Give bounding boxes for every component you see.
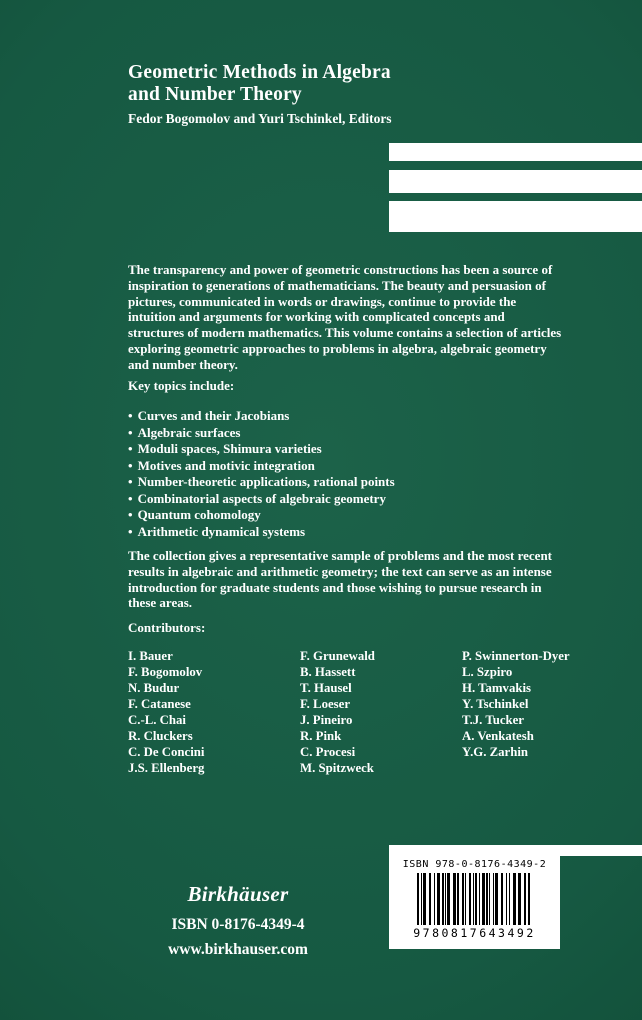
contributor-name: C. Procesi bbox=[300, 745, 356, 759]
contributor-name: Y. Tschinkel bbox=[462, 697, 529, 711]
key-topics-heading: Key topics include: bbox=[128, 378, 235, 393]
topic-item bbox=[128, 524, 564, 541]
topic-item bbox=[128, 491, 564, 508]
contributor-name: M. Spitzweck bbox=[300, 761, 374, 775]
barcode-digits: 9780817643492 bbox=[413, 926, 536, 940]
contributor-name: F. Grunewald bbox=[300, 649, 375, 663]
contributor-name: T. Hausel bbox=[300, 681, 352, 695]
contributor-name: N. Budur bbox=[128, 681, 180, 695]
bullet-glyph: • bbox=[128, 523, 133, 539]
contributor-name: I. Bauer bbox=[128, 649, 173, 663]
topic-item bbox=[128, 507, 564, 524]
bullet-glyph: • bbox=[128, 507, 133, 522]
title-block bbox=[128, 62, 558, 127]
topic-item bbox=[128, 425, 564, 442]
topic-item bbox=[128, 474, 564, 491]
contributors-column-2 bbox=[300, 648, 462, 776]
decorative-stripe-2 bbox=[389, 170, 642, 193]
contributor-name: J. Pineiro bbox=[300, 713, 353, 727]
topic-label: Curves and their Jacobians bbox=[137, 408, 290, 423]
bullet-glyph: • bbox=[128, 490, 133, 506]
barcode-box bbox=[389, 856, 560, 949]
topic-label: Quantum cohomology bbox=[137, 507, 261, 522]
bullet-glyph: • bbox=[128, 424, 133, 440]
decorative-stripe-1 bbox=[389, 143, 642, 161]
contributors-column-3 bbox=[462, 648, 598, 776]
barcode-top-strip bbox=[389, 845, 642, 856]
collection-paragraph: The collection gives a representative sample of problems and the most recent results in algebraic and arithmetic geometry; the text can serve as an intense introduction for graduate students and those wishing to pursue research in these areas. bbox=[128, 548, 553, 611]
contributors-columns bbox=[128, 648, 598, 776]
barcode-isbn-text: ISBN 978-0-8176-4349-2 bbox=[402, 859, 547, 870]
topic-item bbox=[128, 458, 564, 475]
contributor-name: T.J. Tucker bbox=[462, 713, 524, 727]
description-paragraph: The transparency and power of geometric constructions has been a source of inspiration to generations of mathematicians. The beauty and persuasion of pictures, communicated in words or drawings, continue to provide the intuition and arguments for working with complicated concepts and structures of modern mathematics. This volume contains a selection of articles exploring geometric approaches to problems in algebra, algebraic geometry and number theory. bbox=[128, 262, 562, 372]
contributor-name: F. Bogomolov bbox=[128, 665, 203, 679]
publisher-website: www.birkhauser.com bbox=[168, 941, 308, 958]
topic-label: Combinatorial aspects of algebraic geometry bbox=[137, 490, 386, 506]
contributors-column-1 bbox=[128, 648, 300, 776]
contributor-name: J.S. Ellenberg bbox=[128, 761, 205, 775]
isbn-text: ISBN 0-8176-4349-4 bbox=[171, 916, 305, 933]
book-title-line2: and Number Theory bbox=[128, 84, 302, 105]
contributor-name: C. De Concini bbox=[128, 745, 205, 759]
contributor-name: F. Catanese bbox=[128, 697, 191, 711]
contributor-name: C.-L. Chai bbox=[128, 713, 186, 727]
contributor-name: B. Hassett bbox=[300, 665, 356, 679]
contributor-name: R. Pink bbox=[300, 729, 342, 743]
publisher-logo-text: Birkhäuser bbox=[187, 882, 289, 906]
book-title bbox=[128, 62, 558, 106]
contributor-name: Y.G. Zarhin bbox=[462, 745, 529, 759]
topic-item bbox=[128, 408, 564, 425]
book-title-line1: Geometric Methods in Algebra bbox=[128, 62, 391, 83]
topics-list bbox=[128, 408, 564, 540]
book-editors: Fedor Bogomolov and Yuri Tschinkel, Editors bbox=[128, 111, 392, 126]
contributor-name: H. Tamvakis bbox=[462, 681, 531, 695]
topic-label: Arithmetic dynamical systems bbox=[137, 523, 306, 539]
bullet-glyph: • bbox=[128, 408, 133, 423]
publisher-block bbox=[118, 882, 358, 959]
topic-label: Algebraic surfaces bbox=[137, 424, 241, 440]
contributor-name: A. Venkatesh bbox=[462, 729, 534, 743]
topic-label: Number-theoretic applications, rational points bbox=[137, 474, 395, 489]
bullet-glyph: • bbox=[128, 474, 133, 489]
bullet-glyph: • bbox=[128, 441, 133, 456]
topic-label: Moduli spaces, Shimura varieties bbox=[137, 441, 322, 456]
topic-item bbox=[128, 441, 564, 458]
decorative-stripe-3 bbox=[389, 201, 642, 232]
barcode-bars bbox=[417, 873, 532, 925]
contributor-name: F. Loeser bbox=[300, 697, 350, 711]
contributor-name: R. Cluckers bbox=[128, 729, 193, 743]
topic-label: Motives and motivic integration bbox=[137, 457, 315, 473]
contributor-name: P. Swinnerton-Dyer bbox=[462, 649, 570, 663]
bullet-glyph: • bbox=[128, 457, 133, 473]
contributors-heading: Contributors: bbox=[128, 620, 206, 635]
contributor-name: L. Szpiro bbox=[462, 665, 513, 679]
